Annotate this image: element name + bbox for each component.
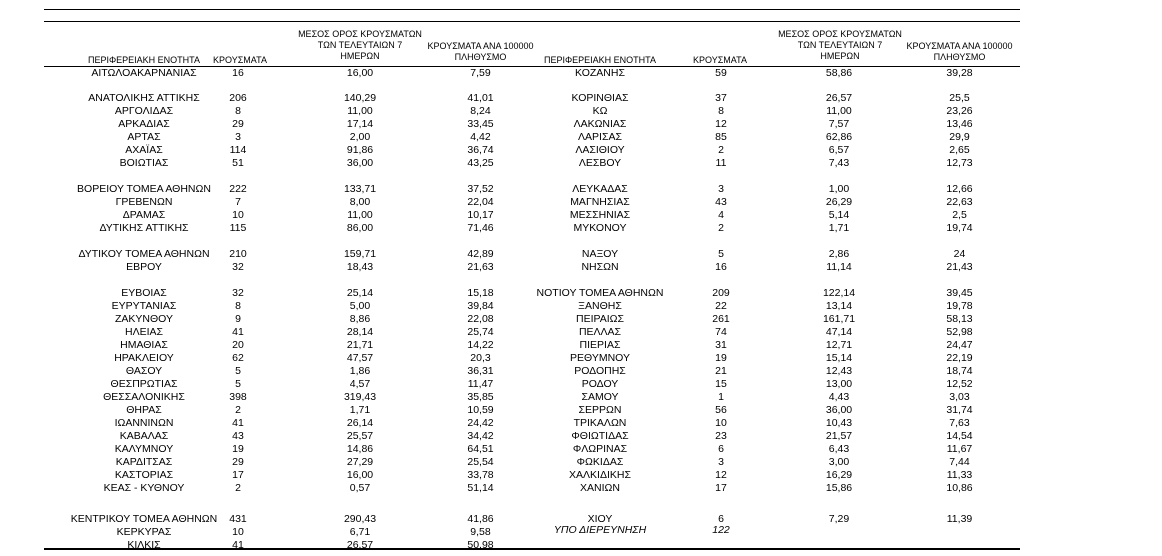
left-row-per: 64,51 xyxy=(467,443,494,455)
right-row-name: ΡΟΔΟΠΗΣ xyxy=(574,365,626,377)
left-row-name: ΚΑΛΥΜΝΟΥ xyxy=(114,443,174,455)
right-row-per: 24 xyxy=(953,248,966,260)
left-row-avg: 1,71 xyxy=(349,404,371,416)
left-row-name: ΘΗΡΑΣ xyxy=(126,404,162,416)
right-row-avg: 6,57 xyxy=(828,144,850,156)
right-row-cases: 31 xyxy=(715,339,727,351)
left-row-cases: 19 xyxy=(232,443,244,455)
left-row-cases: 222 xyxy=(229,183,247,195)
right-row-avg: 10,43 xyxy=(825,417,853,429)
left-row-per: 22,04 xyxy=(467,196,494,208)
left-row-cases: 115 xyxy=(229,222,247,234)
right-row-name: ΞΑΝΘΗΣ xyxy=(578,300,622,312)
left-row-name: ΚΑΣΤΟΡΙΑΣ xyxy=(114,469,174,481)
left-row-name: ΒΟΡΕΙΟΥ ΤΟΜΕΑ ΑΘΗΝΩΝ xyxy=(77,183,211,195)
left-row-cases: 20 xyxy=(232,339,244,351)
right-row-per: 58,13 xyxy=(946,313,973,325)
right-row-per: 3,03 xyxy=(949,391,970,403)
left-row-avg: 8,00 xyxy=(349,196,371,208)
right-row-cases: 122 xyxy=(712,524,730,536)
right-row-per: 7,44 xyxy=(949,456,970,468)
left-row-name: ΔΥΤΙΚΗΣ ΑΤΤΙΚΗΣ xyxy=(99,222,189,234)
right-row-name: ΧΙΟΥ xyxy=(587,513,613,525)
left-row-name: ΑΡΚΑΔΙΑΣ xyxy=(118,118,170,130)
left-row-cases: 16 xyxy=(232,67,244,79)
right-row-avg: 26,29 xyxy=(825,196,853,208)
left-header-avg7 xyxy=(290,29,430,62)
left-row-name: ΕΒΡΟΥ xyxy=(126,261,162,273)
right-row-avg: 4,43 xyxy=(828,391,850,403)
left-row-avg: 16,00 xyxy=(346,67,374,79)
left-row-per: 21,63 xyxy=(467,261,494,273)
right-row-avg: 13,00 xyxy=(825,378,853,390)
left-row-name: ΑΙΤΩΛΟΑΚΑΡΝΑΝΙΑΣ xyxy=(91,67,197,79)
right-row-name: ΣΕΡΡΩΝ xyxy=(578,404,622,416)
left-row-cases: 5 xyxy=(235,365,241,377)
left-row-name: ΕΥΒΟΙΑΣ xyxy=(121,287,167,299)
left-row-avg: 290,43 xyxy=(343,513,377,525)
right-header-cases: ΚΡΟΥΣΜΑΤΑ xyxy=(693,55,747,65)
right-row-cases: 22 xyxy=(715,300,727,312)
left-row-name: ΑΝΑΤΟΛΙΚΗΣ ΑΤΤΙΚΗΣ xyxy=(88,92,200,104)
right-row-cases: 85 xyxy=(715,131,727,143)
header-avg7-line2: ΤΩΝ ΤΕΛΕΥΤΑΙΩΝ 7 xyxy=(317,40,403,50)
right-row-cases: 10 xyxy=(715,417,727,429)
left-row-per: 41,01 xyxy=(467,92,494,104)
right-row-per: 2,65 xyxy=(949,144,970,156)
right-row-name: ΤΡΙΚΑΛΩΝ xyxy=(573,417,627,429)
right-row-per: 12,73 xyxy=(946,157,973,169)
left-row-avg: 26,14 xyxy=(346,417,374,429)
left-row-cases: 206 xyxy=(229,92,247,104)
left-row-name: ΔΡΑΜΑΣ xyxy=(122,209,166,221)
left-row-avg: 27,29 xyxy=(346,456,374,468)
right-row-cases: 4 xyxy=(718,209,724,221)
header-per100k-line2: ΠΛΗΘΥΣΜΟ xyxy=(454,52,507,62)
left-row-per: 50,98 xyxy=(467,539,494,551)
right-row-name: ΝΑΞΟΥ xyxy=(581,248,619,260)
right-row-per: 7,63 xyxy=(949,417,970,429)
left-row-cases: 41 xyxy=(232,326,244,338)
right-row-avg: 36,00 xyxy=(825,404,853,416)
right-row-cases: 15 xyxy=(715,378,727,390)
left-row-per: 15,18 xyxy=(467,287,494,299)
right-row-name: ΠΕΛΛΑΣ xyxy=(578,326,622,338)
right-row-per: 25,5 xyxy=(949,92,970,104)
left-row-name: ΓΡΕΒΕΝΩΝ xyxy=(115,196,173,208)
left-row-per: 42,89 xyxy=(467,248,494,260)
left-row-cases: 2 xyxy=(235,482,241,494)
right-row-name: ΝΗΣΩΝ xyxy=(581,261,619,273)
right-row-name: ΡΟΔΟΥ xyxy=(581,378,619,390)
right-row-per: 11,39 xyxy=(946,513,973,525)
left-header-region: ΠΕΡΙΦΕΡΕΙΑΚΗ ΕΝΟΤΗΤΑ xyxy=(87,55,201,65)
right-row-cases: 12 xyxy=(715,469,727,481)
right-row-per: 11,67 xyxy=(946,443,973,455)
right-row-per: 23,26 xyxy=(946,105,973,117)
header-avg7-line3: ΗΜΕΡΩΝ xyxy=(340,51,380,61)
right-row-avg: 13,14 xyxy=(825,300,853,312)
top-rule-secondary xyxy=(44,21,1020,22)
right-row-avg: 26,57 xyxy=(825,92,853,104)
right-row-cases: 1 xyxy=(718,391,724,403)
right-row-name: ΡΕΘΥΜΝΟΥ xyxy=(569,352,630,364)
right-row-name: ΥΠΟ ΔΙΕΡΕΥΝΗΣΗ xyxy=(553,524,647,536)
right-row-per: 19,74 xyxy=(946,222,973,234)
left-row-per: 36,74 xyxy=(467,144,494,156)
right-row-per: 12,66 xyxy=(946,183,973,195)
right-row-avg: 1,71 xyxy=(828,222,850,234)
right-row-cases: 59 xyxy=(715,67,727,79)
left-row-name: ΔΥΤΙΚΟΥ ΤΟΜΕΑ ΑΘΗΝΩΝ xyxy=(78,248,210,260)
left-row-cases: 3 xyxy=(235,131,241,143)
right-row-cases: 209 xyxy=(712,287,730,299)
right-row-per: 31,74 xyxy=(946,404,973,416)
left-row-per: 41,86 xyxy=(467,513,494,525)
left-row-cases: 398 xyxy=(229,391,247,403)
right-row-avg: 122,14 xyxy=(822,287,856,299)
right-row-name: ΦΛΩΡΙΝΑΣ xyxy=(572,443,628,455)
left-row-cases: 8 xyxy=(235,105,241,117)
right-row-cases: 3 xyxy=(718,183,724,195)
left-row-name: ΗΜΑΘΙΑΣ xyxy=(120,339,168,351)
left-row-avg: 28,14 xyxy=(346,326,374,338)
right-row-name: ΚΟΖΑΝΗΣ xyxy=(575,67,625,79)
right-row-per: 13,46 xyxy=(946,118,973,130)
right-row-avg: 58,86 xyxy=(825,67,853,79)
left-row-cases: 51 xyxy=(232,157,244,169)
left-row-per: 33,45 xyxy=(467,118,494,130)
left-row-avg: 36,00 xyxy=(346,157,374,169)
right-row-cases: 2 xyxy=(718,144,724,156)
left-row-avg: 4,57 xyxy=(349,378,371,390)
header-avg7-line1: ΜΕΣΟΣ ΟΡΟΣ ΚΡΟΥΣΜΑΤΩΝ xyxy=(778,29,902,39)
left-row-avg: 26,57 xyxy=(346,539,374,551)
left-row-per: 20,3 xyxy=(470,352,491,364)
left-row-cases: 41 xyxy=(232,417,244,429)
right-row-per: 21,43 xyxy=(946,261,973,273)
left-row-name: ΚΙΛΚΙΣ xyxy=(127,539,161,551)
right-row-cases: 3 xyxy=(718,456,724,468)
left-row-name: ΚΑΡΔΙΤΣΑΣ xyxy=(115,456,173,468)
right-row-cases: 23 xyxy=(715,430,727,442)
right-row-avg: 47,14 xyxy=(825,326,853,338)
left-row-avg: 11,00 xyxy=(347,209,373,221)
header-per100k-line1: ΚΡΟΥΣΜΑΤΑ ΑΝΑ 100000 xyxy=(427,41,534,51)
left-row-cases: 5 xyxy=(235,378,241,390)
left-row-name: ΚΕΡΚΥΡΑΣ xyxy=(116,526,172,538)
right-row-name: ΛΑΡΙΣΑΣ xyxy=(578,131,622,143)
left-row-name: ΘΕΣΠΡΩΤΙΑΣ xyxy=(110,378,178,390)
right-row-cases: 2 xyxy=(718,222,724,234)
right-row-name: ΚΟΡΙΝΘΙΑΣ xyxy=(571,92,629,104)
left-row-cases: 9 xyxy=(235,313,241,325)
left-row-name: ΙΩΑΝΝΙΝΩΝ xyxy=(114,417,174,429)
right-row-avg: 6,43 xyxy=(828,443,850,455)
right-row-avg: 11,00 xyxy=(826,105,852,117)
left-row-per: 37,52 xyxy=(467,183,494,195)
left-row-avg: 159,71 xyxy=(343,248,377,260)
right-row-per: 52,98 xyxy=(946,326,973,338)
right-row-name: ΜΕΣΣΗΝΙΑΣ xyxy=(569,209,631,221)
left-row-per: 8,24 xyxy=(470,105,491,117)
left-row-avg: 319,43 xyxy=(343,391,377,403)
left-row-cases: 41 xyxy=(232,539,244,551)
header-avg7-line1: ΜΕΣΟΣ ΟΡΟΣ ΚΡΟΥΣΜΑΤΩΝ xyxy=(298,29,422,39)
left-row-name: ΗΛΕΙΑΣ xyxy=(124,326,163,338)
right-row-name: ΛΑΣΙΘΙΟΥ xyxy=(575,144,625,156)
left-row-cases: 29 xyxy=(232,456,244,468)
right-row-name: ΝΟΤΙΟΥ ΤΟΜΕΑ ΑΘΗΝΩΝ xyxy=(536,287,664,299)
left-row-per: 51,14 xyxy=(467,482,494,494)
right-row-name: ΧΑΝΙΩΝ xyxy=(580,482,620,494)
left-row-avg: 25,57 xyxy=(346,430,374,442)
right-row-cases: 6 xyxy=(718,443,724,455)
left-row-cases: 114 xyxy=(229,144,247,156)
left-row-per: 4,42 xyxy=(470,131,491,143)
right-row-avg: 161,71 xyxy=(822,313,856,325)
left-row-cases: 29 xyxy=(232,118,244,130)
left-row-avg: 25,14 xyxy=(346,287,374,299)
left-row-name: ΑΡΓΟΛΙΔΑΣ xyxy=(114,105,174,117)
header-per100k-line2: ΠΛΗΘΥΣΜΟ xyxy=(933,52,986,62)
right-row-cases: 74 xyxy=(715,326,727,338)
left-row-cases: 210 xyxy=(229,248,247,260)
top-rule xyxy=(44,9,1020,10)
left-row-avg: 8,86 xyxy=(349,313,371,325)
left-header-cases: ΚΡΟΥΣΜΑΤΑ xyxy=(213,55,267,65)
left-row-avg: 1,86 xyxy=(349,365,371,377)
left-row-avg: 11,00 xyxy=(347,105,373,117)
left-row-name: ΗΡΑΚΛΕΙΟΥ xyxy=(114,352,174,364)
right-row-avg: 11,14 xyxy=(826,261,852,273)
right-row-per: 39,45 xyxy=(946,287,973,299)
left-row-cases: 32 xyxy=(232,261,244,273)
right-row-cases: 56 xyxy=(715,404,727,416)
left-row-per: 33,78 xyxy=(467,469,494,481)
right-row-cases: 17 xyxy=(715,482,727,494)
left-row-avg: 0,57 xyxy=(349,482,371,494)
left-row-avg: 86,00 xyxy=(346,222,374,234)
right-row-avg: 16,29 xyxy=(825,469,853,481)
right-row-per: 19,78 xyxy=(946,300,973,312)
left-row-name: ΚΕΑΣ - ΚΥΘΝΟΥ xyxy=(103,482,185,494)
left-row-cases: 17 xyxy=(232,469,244,481)
right-row-per: 14,54 xyxy=(946,430,973,442)
left-row-avg: 47,57 xyxy=(346,352,374,364)
right-row-name: ΚΩ xyxy=(592,105,608,117)
header-per100k-line1: ΚΡΟΥΣΜΑΤΑ ΑΝΑ 100000 xyxy=(906,41,1013,51)
right-row-name: ΜΥΚΟΝΟΥ xyxy=(573,222,627,234)
left-row-per: 39,84 xyxy=(467,300,494,312)
right-row-per: 2,5 xyxy=(952,209,967,221)
right-row-cases: 43 xyxy=(715,196,727,208)
right-row-cases: 12 xyxy=(715,118,727,130)
left-row-avg: 21,71 xyxy=(346,339,374,351)
right-row-cases: 16 xyxy=(715,261,727,273)
right-row-avg: 7,57 xyxy=(828,118,850,130)
left-row-avg: 91,86 xyxy=(346,144,374,156)
left-row-avg: 6,71 xyxy=(349,526,371,538)
right-row-name: ΛΑΚΩΝΙΑΣ xyxy=(573,118,627,130)
left-row-cases: 431 xyxy=(229,513,247,525)
left-row-per: 10,17 xyxy=(467,209,494,221)
left-row-cases: 10 xyxy=(232,526,244,538)
left-row-name: ΕΥΡΥΤΑΝΙΑΣ xyxy=(111,300,177,312)
left-row-per: 24,42 xyxy=(467,417,494,429)
right-row-name: ΧΑΛΚΙΔΙΚΗΣ xyxy=(569,469,631,481)
right-row-name: ΦΩΚΙΔΑΣ xyxy=(576,456,624,468)
left-row-cases: 8 xyxy=(235,300,241,312)
header-avg7-line3: ΗΜΕΡΩΝ xyxy=(820,51,860,61)
left-row-cases: 10 xyxy=(232,209,244,221)
left-row-avg: 14,86 xyxy=(346,443,374,455)
right-row-cases: 5 xyxy=(718,248,724,260)
right-row-per: 10,86 xyxy=(946,482,973,494)
left-row-avg: 5,00 xyxy=(349,300,371,312)
right-row-avg: 2,86 xyxy=(828,248,850,260)
right-row-cases: 261 xyxy=(712,313,730,325)
right-header-avg7 xyxy=(770,29,910,62)
right-row-avg: 7,43 xyxy=(828,157,850,169)
right-row-avg: 1,00 xyxy=(828,183,850,195)
right-row-cases: 8 xyxy=(718,105,724,117)
left-row-name: ΑΧΑΪΑΣ xyxy=(125,144,163,156)
right-row-per: 12,52 xyxy=(946,378,973,390)
right-row-cases: 6 xyxy=(718,513,724,525)
left-row-per: 34,42 xyxy=(467,430,494,442)
right-row-per: 24,47 xyxy=(946,339,973,351)
right-row-avg: 7,29 xyxy=(828,513,850,525)
left-row-name: ΚΕΝΤΡΙΚΟΥ ΤΟΜΕΑ ΑΘΗΝΩΝ xyxy=(70,513,218,525)
left-row-name: ΑΡΤΑΣ xyxy=(127,131,161,143)
header-avg7-line2: ΤΩΝ ΤΕΛΕΥΤΑΙΩΝ 7 xyxy=(797,40,883,50)
left-row-name: ΖΑΚΥΝΘΟΥ xyxy=(114,313,173,325)
right-row-per: 22,63 xyxy=(946,196,973,208)
right-row-name: ΛΕΥΚΑΔΑΣ xyxy=(572,183,628,195)
left-row-per: 22,08 xyxy=(467,313,494,325)
right-row-name: ΣΑΜΟΥ xyxy=(581,391,619,403)
right-row-cases: 37 xyxy=(715,92,727,104)
right-header-per100k xyxy=(897,41,1022,63)
left-row-per: 11,47 xyxy=(467,378,494,390)
left-row-name: ΒΟΙΩΤΙΑΣ xyxy=(119,157,169,169)
left-row-per: 36,31 xyxy=(467,365,494,377)
right-row-name: ΜΑΓΝΗΣΙΑΣ xyxy=(570,196,630,208)
left-row-per: 25,74 xyxy=(467,326,494,338)
right-row-avg: 15,86 xyxy=(825,482,853,494)
left-row-avg: 2,00 xyxy=(349,131,371,143)
right-row-per: 11,33 xyxy=(946,469,973,481)
right-row-per: 18,74 xyxy=(946,365,973,377)
right-row-name: ΠΕΙΡΑΙΩΣ xyxy=(576,313,624,325)
right-row-cases: 11 xyxy=(715,157,727,169)
left-row-cases: 2 xyxy=(235,404,241,416)
left-row-per: 43,25 xyxy=(467,157,494,169)
left-row-per: 25,54 xyxy=(467,456,494,468)
right-row-avg: 21,57 xyxy=(825,430,853,442)
left-row-avg: 17,14 xyxy=(346,118,374,130)
left-row-per: 71,46 xyxy=(467,222,494,234)
left-row-name: ΚΑΒΑΛΑΣ xyxy=(119,430,169,442)
left-row-cases: 43 xyxy=(232,430,244,442)
right-row-per: 29,9 xyxy=(949,131,970,143)
left-row-cases: 7 xyxy=(235,196,241,208)
right-row-name: ΛΕΣΒΟΥ xyxy=(578,157,622,169)
right-row-per: 22,19 xyxy=(946,352,973,364)
right-row-avg: 15,14 xyxy=(825,352,853,364)
right-row-avg: 62,86 xyxy=(825,131,853,143)
left-row-per: 35,85 xyxy=(467,391,494,403)
right-header-region: ΠΕΡΙΦΕΡΕΙΑΚΗ ΕΝΟΤΗΤΑ xyxy=(543,55,657,65)
left-row-per: 14,22 xyxy=(467,339,494,351)
left-row-cases: 32 xyxy=(232,287,244,299)
left-row-cases: 62 xyxy=(232,352,244,364)
left-row-avg: 133,71 xyxy=(343,183,377,195)
right-row-cases: 21 xyxy=(715,365,727,377)
right-row-avg: 5,14 xyxy=(828,209,850,221)
left-row-per: 10,59 xyxy=(467,404,494,416)
left-row-name: ΘΕΣΣΑΛΟΝΙΚΗΣ xyxy=(103,391,185,403)
left-row-avg: 140,29 xyxy=(343,92,377,104)
right-row-name: ΠΙΕΡΙΑΣ xyxy=(579,339,621,351)
right-row-cases: 19 xyxy=(715,352,727,364)
left-row-per: 7,59 xyxy=(470,67,491,79)
right-row-avg: 3,00 xyxy=(828,456,850,468)
left-row-name: ΘΑΣΟΥ xyxy=(125,365,163,377)
left-row-avg: 16,00 xyxy=(346,469,374,481)
right-row-name: ΦΘΙΩΤΙΔΑΣ xyxy=(571,430,629,442)
right-row-avg: 12,71 xyxy=(825,339,853,351)
left-row-per: 9,58 xyxy=(470,526,491,538)
right-row-avg: 12,43 xyxy=(825,365,853,377)
right-row-per: 39,28 xyxy=(946,67,973,79)
left-row-avg: 18,43 xyxy=(346,261,374,273)
